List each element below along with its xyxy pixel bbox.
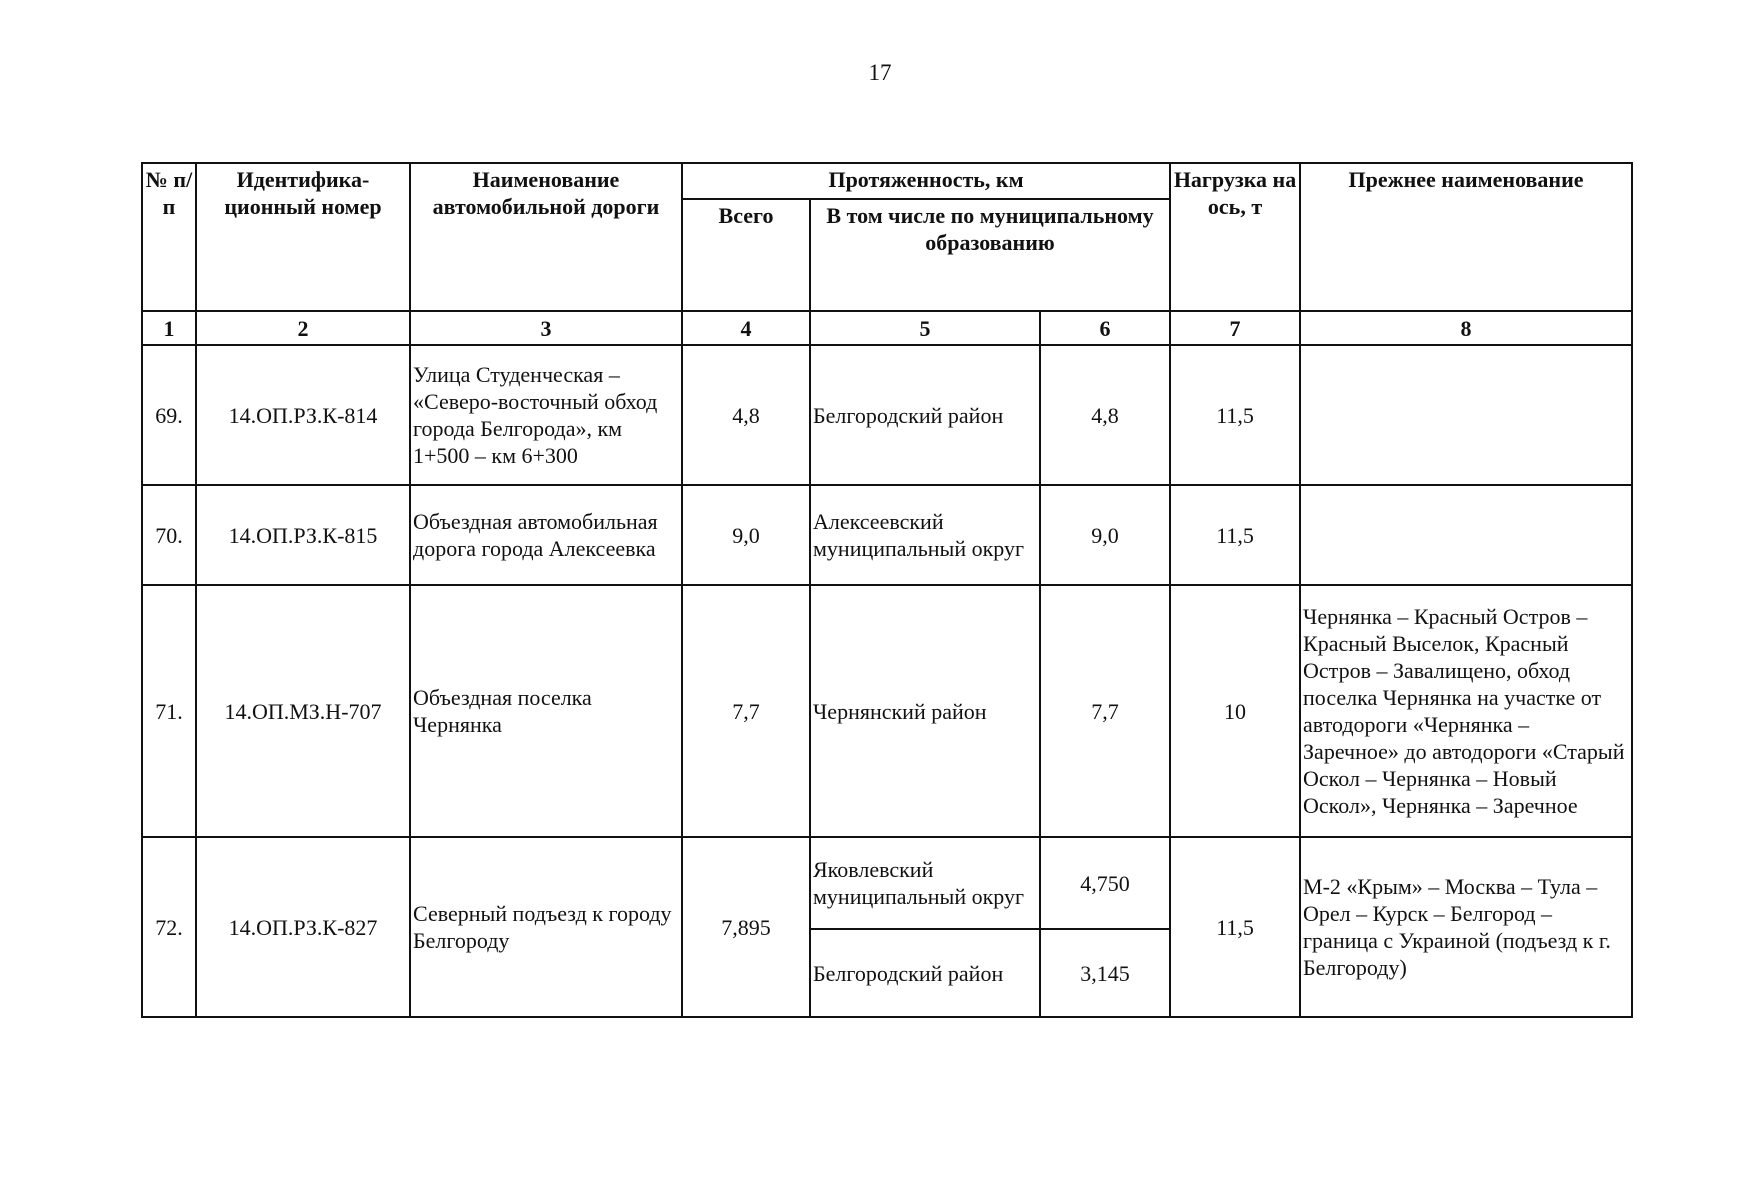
roads-table bbox=[141, 162, 1633, 1018]
previous-name: Чернянка – Красный Остров – Красный Выселок, Красный Остров – Завалищено, обход поселка Чернянка на участке от автодороги «Чернянка – Заречное» до автодороги «Старый Оскол – Чернянка – Новый Оскол», Чернянка – Заречное bbox=[1300, 585, 1632, 837]
road-name: Северный подъезд к городу Белгороду bbox=[410, 837, 682, 1017]
municipality-length: 7,7 bbox=[1040, 585, 1170, 837]
header-length-by-municipality: В том числе по муниципальному образованию bbox=[810, 199, 1170, 311]
road-id: 14.ОП.МЗ.Н-707 bbox=[196, 585, 410, 837]
table-row bbox=[142, 485, 1632, 585]
road-name: Улица Студенческая – «Северо-восточный обход города Белгорода», км 1+500 – км 6+300 bbox=[410, 345, 682, 485]
header-previous-name: Прежнее наименование bbox=[1300, 163, 1632, 311]
length-total: 9,0 bbox=[682, 485, 810, 585]
municipality-name: Чернянский район bbox=[810, 585, 1040, 837]
column-number: 7 bbox=[1170, 311, 1300, 345]
axle-load: 10 bbox=[1170, 585, 1300, 837]
column-number: 1 bbox=[142, 311, 196, 345]
road-id: 14.ОП.РЗ.К-814 bbox=[196, 345, 410, 485]
row-number: 70. bbox=[142, 485, 196, 585]
municipality-length: 4,750 bbox=[1040, 837, 1170, 929]
column-number: 2 bbox=[196, 311, 410, 345]
page-number: 17 bbox=[868, 60, 892, 85]
axle-load: 11,5 bbox=[1170, 345, 1300, 485]
row-number: 72. bbox=[142, 837, 196, 1017]
column-number: 8 bbox=[1300, 311, 1632, 345]
road-id: 14.ОП.РЗ.К-815 bbox=[196, 485, 410, 585]
axle-load: 11,5 bbox=[1170, 837, 1300, 1017]
length-total: 4,8 bbox=[682, 345, 810, 485]
header-num: № п/п bbox=[142, 163, 196, 311]
axle-load: 11,5 bbox=[1170, 485, 1300, 585]
header-axle-load: Нагрузка на ось, т bbox=[1170, 163, 1300, 311]
previous-name: М-2 «Крым» – Москва – Тула – Орел – Курск – Белгород – граница с Украиной (подъезд к г. Белгороду) bbox=[1300, 837, 1632, 1017]
header-length-total: Всего bbox=[682, 199, 810, 311]
road-name: Объездная автомобильная дорога города Алексеевка bbox=[410, 485, 682, 585]
column-number: 6 bbox=[1040, 311, 1170, 345]
row-number: 69. bbox=[142, 345, 196, 485]
row-number: 71. bbox=[142, 585, 196, 837]
column-number-row bbox=[142, 311, 1632, 345]
header-id: Идентифика-ционный номер bbox=[196, 163, 410, 311]
column-number: 3 bbox=[410, 311, 682, 345]
municipality-name: Алексеевский муниципальный округ bbox=[810, 485, 1040, 585]
municipality-name: Белгородский район bbox=[810, 345, 1040, 485]
header-length: Протяженность, км bbox=[682, 163, 1170, 199]
column-number: 5 bbox=[810, 311, 1040, 345]
previous-name bbox=[1300, 345, 1632, 485]
header-row-1 bbox=[142, 163, 1632, 199]
municipality-length: 4,8 bbox=[1040, 345, 1170, 485]
table-row bbox=[142, 585, 1632, 837]
municipality-name: Яковлевский муниципальный округ bbox=[810, 837, 1040, 929]
municipality-name: Белгородский район bbox=[810, 929, 1040, 1017]
municipality-length: 9,0 bbox=[1040, 485, 1170, 585]
table-row bbox=[142, 837, 1632, 929]
column-number: 4 bbox=[682, 311, 810, 345]
length-total: 7,7 bbox=[682, 585, 810, 837]
municipality-length: 3,145 bbox=[1040, 929, 1170, 1017]
previous-name bbox=[1300, 485, 1632, 585]
header-road-name: Наименование автомобильной дороги bbox=[410, 163, 682, 311]
road-name: Объездная поселка Чернянка bbox=[410, 585, 682, 837]
road-id: 14.ОП.РЗ.К-827 bbox=[196, 837, 410, 1017]
length-total: 7,895 bbox=[682, 837, 810, 1017]
table-row bbox=[142, 345, 1632, 485]
